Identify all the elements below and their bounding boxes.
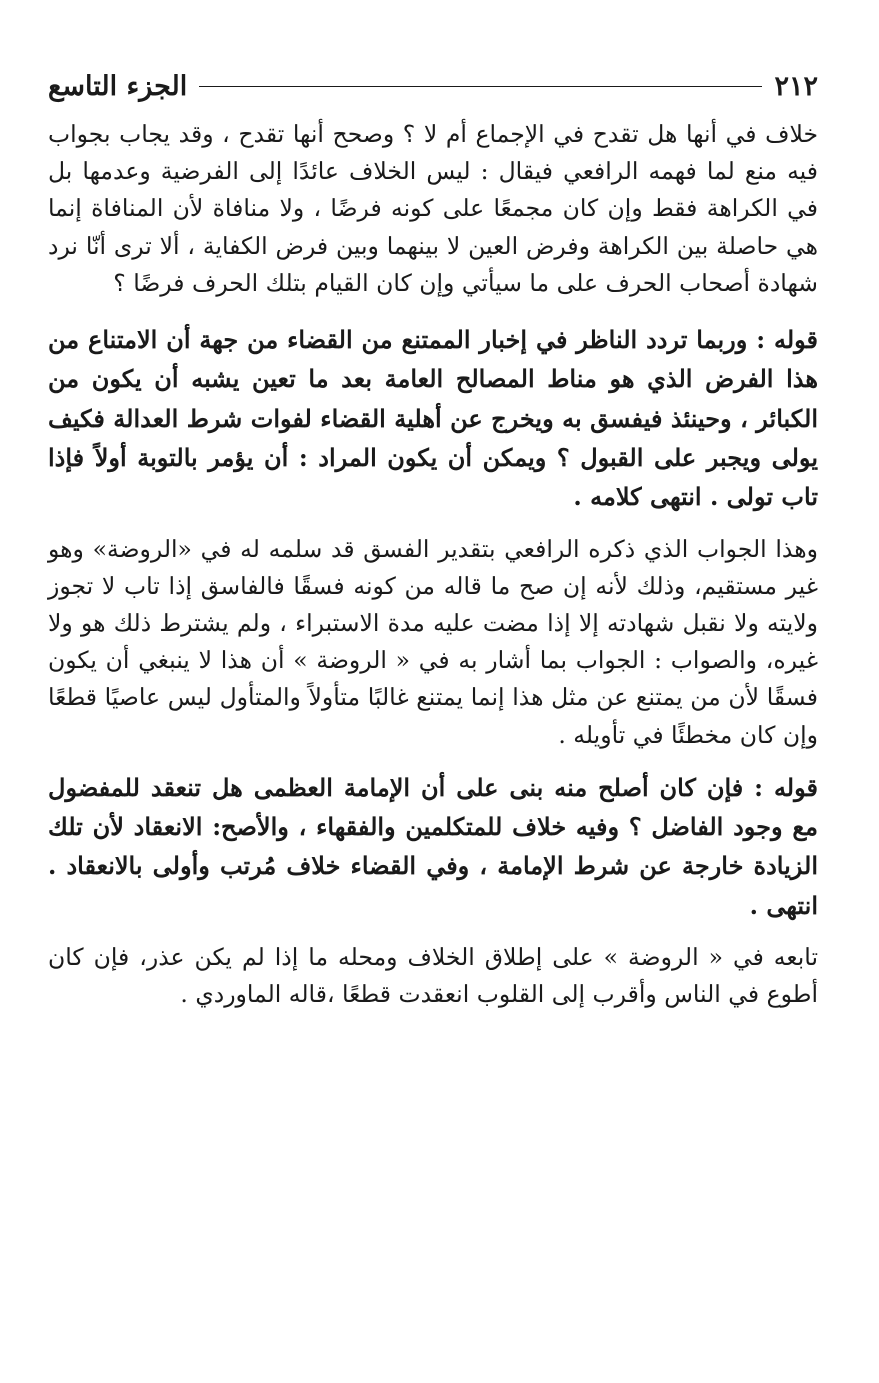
running-head (48, 60, 818, 112)
commentary-paragraph: تابعه في « الروضة » على إطلاق الخلاف ومحله ما إذا لم يكن عذر، فإن كان أطوع في الناس وأقرب إلى القلوب انعقدت قطعًا ،قاله الماوردي . (48, 942, 818, 1009)
quoted-passage: قوله : وربما تردد الناظر في إخبار الممتنع من القضاء من جهة أن الامتناع من هذا الفرض الذي هو مناط المصالح العامة بعد ما تعين يشبه أن يكون من الكبائر ، وحينئذ فيفسق به ويخرج عن أهلية القضاء لفوات شرط العدالة فكيف يولى ويجبر على القبول ؟ ويمكن أن يكون المراد : أن يؤمر بالتوبة أولاً فإذا تاب تولى . انتهى كلامه . (48, 325, 819, 512)
paragraph-gap (48, 925, 818, 939)
page-number: ٢١٢ (774, 70, 818, 102)
paragraph-gap (48, 754, 818, 768)
paragraph-gap (48, 517, 818, 531)
quoted-passage: قوله : فإن كان أصلح منه بنى على أن الإمامة العظمى هل تنعقد للمفضول مع وجود الفاضل ؟ وفيه خلاف للمتكلمين والفقهاء ، والأصح: الانعقاد لأن تلك الزيادة خارجة عن شرط الإمامة ، وفي القضاء خلاف مُرتب وأولى بالانعقاد . انتهى . (48, 772, 818, 920)
paragraph-gap (48, 302, 818, 320)
volume-title: الجزء التاسع (48, 70, 188, 102)
commentary-paragraph: وهذا الجواب الذي ذكره الرافعي بتقدير الفسق قد سلمه له في «الروضة» وهو غير مستقيم، وذلك لأنه إن صح ما قاله من كونه فسقًا فالفاسق إذا تاب لا تجوز ولايته ولا نقبل شهادته إلا إذا مضت عليه مدة الاستبراء ، ولم يشترط ذلك هو ولا غيره، والصواب : الجواب بما أشار به في « الروضة » أن هذا لا ينبغي أن يكون فسقًا لأن من يمتنع عن مثل هذا إنما يمتنع غالبًا متأولاً والمتأول ليس عاصيًا قطعًا وإن كان مخطئًا في تأويله . (48, 534, 818, 749)
commentary-paragraph: خلاف في أنها هل تقدح في الإجماع أم لا ؟ وصحح أنها تقدح ، وقد يجاب بجواب فيه منع لما فهمه الرافعي فيقال : ليس الخلاف عائدًا إلى الفرضية وعدمها بل في الكراهة فقط وإن كان مجمعًا على كونه فرضًا ، ولا منافاة لأن المنافاة إنما هي حاصلة بين الكراهة وفرض العين لا بينهما وبين فرض الكفاية ، ألا ترى أنّا نرد شهادة أصحاب الحرف على ما سيأتي وإن كان القيام بتلك الحرف فرضًا ؟ (48, 120, 818, 297)
book-page (48, 60, 818, 1013)
header-rule (199, 86, 762, 87)
